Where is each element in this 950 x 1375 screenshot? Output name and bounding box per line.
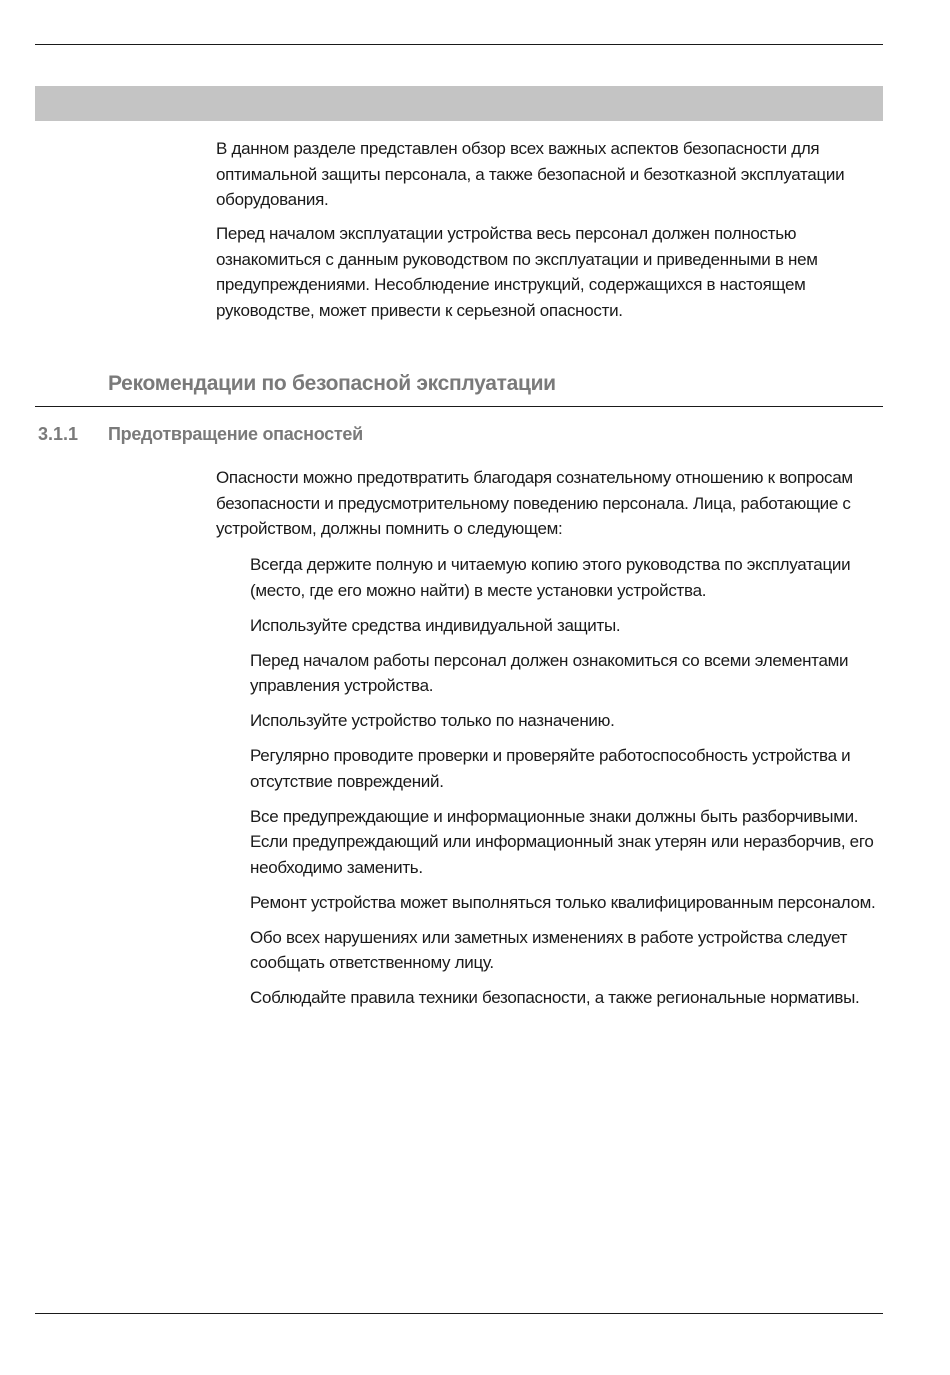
header-rule: [35, 44, 883, 45]
footer-rule: [35, 1313, 883, 1314]
chapter-heading-band: [35, 86, 883, 121]
list-item: Регулярно проводите проверки и проверяйте работоспособность устройства и отсутствие повреждений.: [250, 746, 851, 791]
subsection-title: Предотвращение опасностей: [108, 424, 363, 444]
section-rule: [35, 406, 883, 407]
list-item: Ремонт устройства может выполняться только квалифицированным персоналом.: [250, 892, 876, 912]
list-item: Перед началом работы персонал должен ознакомиться со всеми элементами управления устройства.: [250, 650, 849, 695]
section-title: Рекомендации по безопасной эксплуатации: [108, 372, 556, 395]
list-item: Используйте устройство только по назначению.: [250, 711, 615, 730]
list-item: Соблюдайте правила техники безопасности, а также региональные нормативы.: [250, 988, 860, 1007]
list-item: Все предупреждающие и информационные знаки должны быть разборчивыми. Если предупреждающий или информационный знак утерян или неразборчив, его необходимо заменить.: [250, 806, 874, 877]
intro-paragraph-2: Перед началом эксплуатации устройства весь персонал должен полностью ознакомиться с данным руководством по эксплуатации и приведенными в нем предупреждениями. Несоблюдение инструкций, содержащихся в настоящем руководстве, может привести к серьезной опасности.: [216, 224, 818, 320]
list-item: Обо всех нарушениях или заметных изменениях в работе устройства следует сообщать ответственному лицу.: [250, 927, 848, 972]
list-item: Всегда держите полную и читаемую копию этого руководства по эксплуатации (место, где его можно найти) в месте установки устройства.: [250, 555, 851, 600]
list-item: Используйте средства индивидуальной защиты.: [250, 615, 621, 635]
safety-rules-list: [250, 552, 882, 1020]
intro-paragraph-1: В данном разделе представлен обзор всех важных аспектов безопасности для оптимальной защиты персонала, а также безопасной и безотказной эксплуатации оборудования.: [216, 139, 845, 209]
hazard-intro-paragraph: Опасности можно предотвратить благодаря сознательному отношению к вопросам безопасности и предусмотрительному поведению персонала. Лица, работающие с устройством, должны помнить о следующем:: [216, 468, 853, 538]
subsection-number: 3.1.1: [38, 424, 79, 444]
